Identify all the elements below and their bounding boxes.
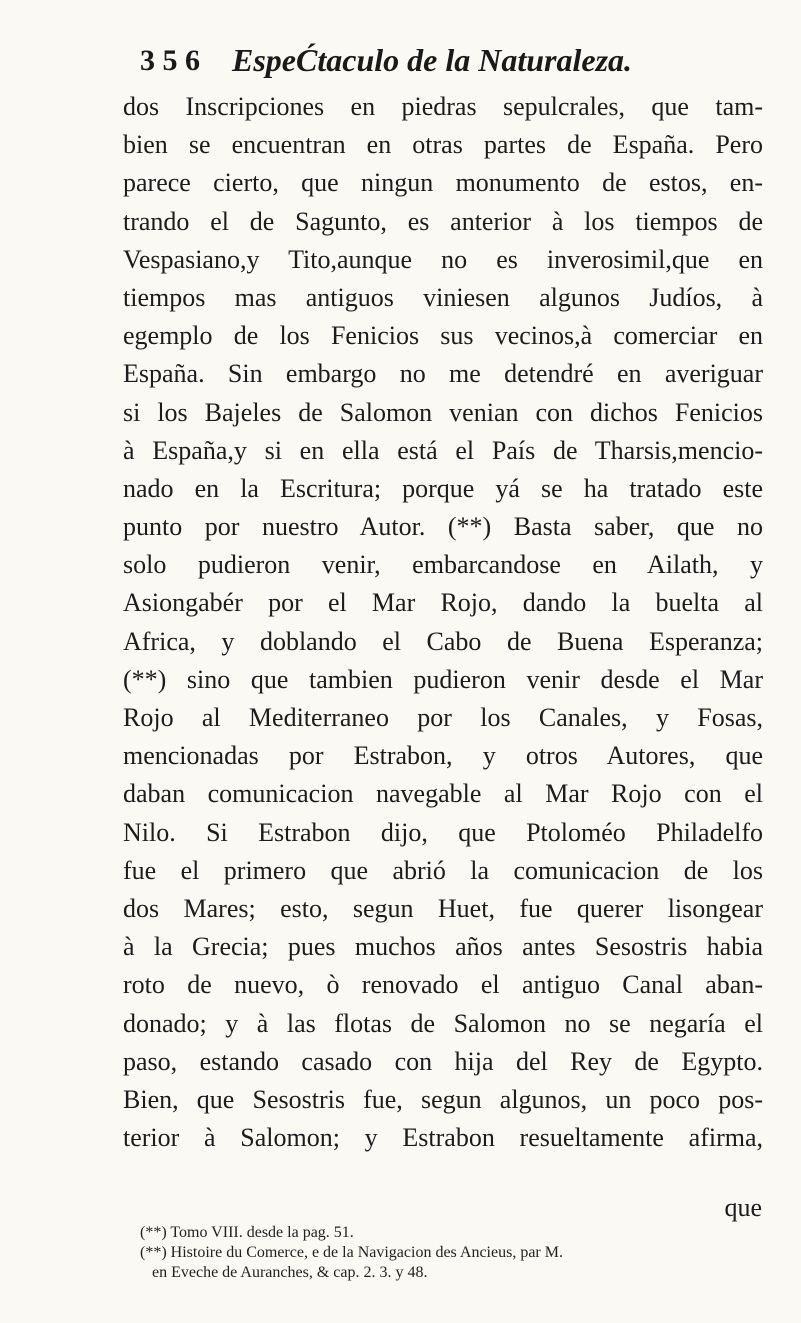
text-line: egemplo de los Fenicios sus vecinos,à comerciar en	[123, 321, 763, 351]
text-line: parece cierto, que ningun monumento de estos, en-	[123, 168, 763, 198]
body-text	[123, 88, 763, 1157]
text-line: nado en la Escritura; porque yá se ha tratado este	[123, 473, 763, 503]
text-line: Rojo al Mediterraneo por los Canales, y Fosas,	[123, 703, 763, 732]
text-line: daban comunicacion navegable al Mar Rojo con el	[123, 779, 763, 809]
text-line: donado; y à las flotas de Salomon no se negaría el	[123, 1008, 763, 1038]
text-line: à la Grecia; pues muchos años antes Sesostris habia	[123, 932, 763, 962]
footnote-continuation: en Eveche de Auranches, & cap. 2. 3. y 48.	[152, 1264, 428, 1281]
text-line: tiempos mas antiguos viniesen algunos Judíos, à	[123, 282, 763, 312]
text-line: dos Mares; esto, segun Huet, fue querer lisongear	[123, 893, 763, 923]
text-line: Asiongabér por el Mar Rojo, dando la buelta al	[123, 588, 763, 618]
text-line: dos Inscripciones en piedras sepulcrales, que tam-	[123, 92, 763, 121]
text-line: mencionadas por Estrabon, y otros Autores, que	[123, 741, 763, 771]
text-line: paso, estando casado con hija del Rey de Egypto.	[123, 1046, 763, 1076]
text-line: Bien, que Sesostris fue, segun algunos, un poco pos-	[123, 1084, 763, 1114]
text-line: bien se encuentran en otras partes de España. Pero	[123, 130, 763, 160]
text-line: à España,y si en ella está el País de Tharsis,mencio-	[123, 435, 763, 465]
text-line: (**) sino que tambien pudieron venir desde el Mar	[123, 664, 763, 694]
page-header	[140, 44, 760, 84]
text-line: España. Sin embargo no me detendré en averiguar	[123, 359, 763, 389]
text-line: Vespasiano,y Tito,aunque no es inverosimil,que en	[123, 244, 763, 274]
text-line: punto por nuestro Autor. (**) Basta saber, que no	[123, 512, 763, 542]
text-line: Nilo. Si Estrabon dijo, que Ptoloméo Philadelfo	[123, 817, 763, 847]
running-title: EspeĆtaculo de la Naturaleza.	[232, 42, 633, 78]
footnote: (**) Tomo VIII. desde la pag. 51.	[140, 1224, 354, 1241]
text-line: terior à Salomon; y Estrabon resueltamente afirma,	[123, 1123, 763, 1153]
text-line: si los Bajeles de Salomon venian con dichos Fenicios	[123, 397, 763, 427]
text-line: roto de nuevo, ò renovado el antiguo Canal aban-	[123, 970, 763, 1000]
page-number: 3 5 6	[140, 44, 200, 77]
catchword: que	[724, 1193, 762, 1222]
footnotes	[140, 1223, 760, 1283]
text-line: trando el de Sagunto, es anterior à los tiempos de	[123, 206, 763, 236]
text-line: Africa, y doblando el Cabo de Buena Esperanza;	[123, 626, 763, 656]
text-line: solo pudieron venir, embarcandose en Ailath, y	[123, 550, 763, 580]
footnote: (**) Histoire du Comerce, e de la Navigacion des Ancieus, par M.	[140, 1244, 563, 1261]
text-line: fue el primero que abrió la comunicacion de los	[123, 855, 763, 885]
